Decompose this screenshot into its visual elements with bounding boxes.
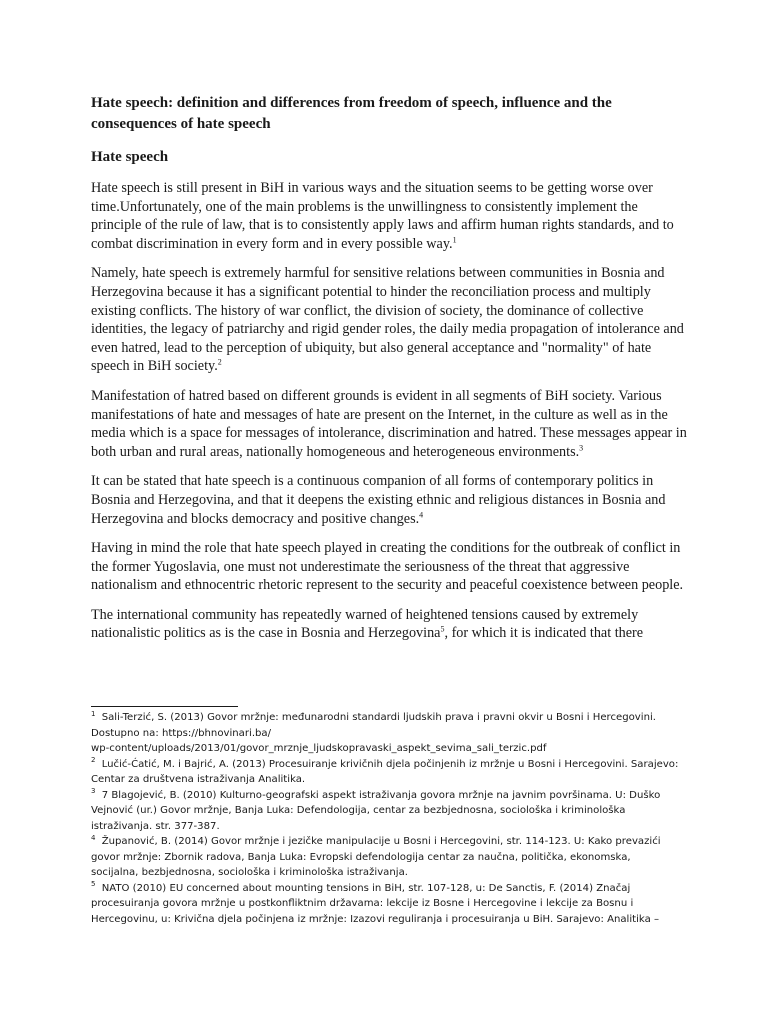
footnote-line: socijalna, bezbjednosna, sociološka i kriminološka istraživanja. bbox=[91, 867, 408, 878]
footnote-reference[interactable]: 5 bbox=[440, 624, 445, 634]
paragraph-4 bbox=[91, 472, 691, 528]
footnote-reference[interactable]: 1 bbox=[452, 235, 457, 245]
footnote-reference[interactable]: 3 bbox=[579, 442, 584, 452]
footnote-line: Županović, B. (2014) Govor mržnje i jezičke manipulacije u Bosni i Hercegovini, str. 114-123. U: Kako prevazići bbox=[101, 836, 661, 847]
paragraph-text: It can be stated that hate speech is a continuous companion of all forms of contemporary politics in Bosnia and Herzegovina, and that it deepens the existing ethnic and religious distances in Bosnia and Herzegovina and blocks democracy and positive changes. bbox=[91, 473, 666, 527]
paragraph-3 bbox=[91, 387, 691, 461]
footnote-line: Lučić-Ćatić, M. i Bajrić, A. (2013) Procesuiranje krivičnih djela počinjenih iz mržnje u Bosni i Hercegovini. Sarajevo: bbox=[101, 758, 679, 770]
footnote-line[interactable]: Dostupno na: https://bhnovinari.ba/ bbox=[91, 727, 272, 739]
paragraph-text: Having in mind the role that hate speech played in creating the conditions for the outbreak of conflict in the former Yugoslavia, one must not underestimate the seriousness of the threat that aggressive nationalism and ethnocentric rhetoric represent to the security and peaceful coexistence between people. bbox=[91, 540, 684, 594]
footnote-marker: 5 bbox=[91, 880, 96, 889]
footnote-line: Vejnović (ur.) Govor mržnje, Banja Luka: Defendologija, centar za bezbjednosna, sociološka i kriminološka bbox=[91, 805, 626, 816]
footnote-line: Sali-Terzić, S. (2013) Govor mržnje: međunarodni standardi ljudskih prava i pravni okvir u Bosni i Hercegovini. bbox=[101, 712, 656, 723]
paragraph-5 bbox=[91, 539, 691, 595]
footnote-line: NATO (2010) EU concerned about mounting tensions in BiH, str. 107-128, u: De Sanctis, F. (2014) Značaj bbox=[101, 882, 631, 894]
paragraph-text: The international community has repeatedly warned of heightened tensions caused by extremely nationalistic politics as is the case in Bosnia and Herzegovina bbox=[91, 606, 639, 642]
footnote-1 bbox=[91, 710, 697, 757]
footnote-line: govor mržnje: Zbornik radova, Banja Luka: Evropski defendologija centar za naučna, politička, ekonomska, bbox=[91, 851, 631, 863]
footnote-2 bbox=[91, 757, 697, 788]
paragraph-2 bbox=[91, 264, 691, 376]
footnote-reference[interactable]: 4 bbox=[419, 509, 424, 519]
document-title: Hate speech: definition and differences from freedom of speech, influence and the consequences of hate speech bbox=[91, 95, 612, 132]
footnote-reference[interactable]: 2 bbox=[217, 357, 222, 367]
footnote-line: procesuiranja govora mržnje u postkonfliktnim državama: lekcije iz Bosne i Hercegovine i lekcije za Bosnu i bbox=[91, 898, 634, 909]
footnote-marker: 1 bbox=[91, 709, 96, 718]
footnote-5 bbox=[91, 881, 697, 928]
paragraph-1 bbox=[91, 179, 691, 253]
footnote-separator bbox=[91, 706, 238, 707]
footnote-3 bbox=[91, 788, 697, 835]
footnote-marker: 4 bbox=[91, 833, 96, 842]
footnote-marker: 3 bbox=[91, 787, 96, 796]
section-heading: Hate speech bbox=[91, 149, 169, 165]
footnote-line[interactable]: wp-content/uploads/2013/01/govor_mrznje_ljudskopravaski_aspekt_sevima_sali_terzic.pdf bbox=[91, 743, 547, 754]
footnote-line: istraživanja. str. 377-387. bbox=[91, 820, 220, 832]
document-body bbox=[91, 93, 691, 654]
footnote-line: 7 Blagojević, B. (2010) Kulturno-geografski aspekt istraživanja govora mržnje na javnim površinama. U: Duško bbox=[101, 789, 661, 801]
footnotes bbox=[91, 710, 697, 927]
paragraph-6 bbox=[91, 606, 691, 643]
paragraph-text: Namely, hate speech is extremely harmful for sensitive relations between communities in Bosnia and Herzegovina because it has a significant potential to hinder the reconciliation process and multiply existing conflicts. The history of war conflict, the division of society, the dominance of collective identities, the legacy of patriarchy and rigid gender roles, the daily media propagation of intolerance and even hatred, lead to the perception of ubiquity, but also general acceptance and "normality" of hate speech in BiH society. bbox=[91, 265, 684, 375]
footnote-line: Hercegovinu, u: Krivična djela počinjena iz mržnje: Izazovi reguliranja i procesuiranja u BiH. Sarajevo: Analitika – bbox=[91, 913, 660, 925]
paragraph-text: Manifestation of hatred based on different grounds is evident in all segments of BiH society. Various manifestations of hate and messages of hate are present on the Internet, in the culture as well as in the media which is a space for messages of intolerance, discrimination and hatred. These messages appear in both urban and rural areas, nationally homogeneous and heterogeneous environments. bbox=[91, 387, 687, 460]
footnote-marker: 2 bbox=[91, 756, 96, 765]
footnote-4 bbox=[91, 834, 697, 881]
paragraph-text: Hate speech is still present in BiH in various ways and the situation seems to be getting worse over time.Unfortunately, one of the main problems is the unwillingness to consistently implement the principle of the rule of law, that is to consistently apply laws and affirm human rights standards, and to combat discrimination in every form and in every possible way. bbox=[91, 180, 674, 252]
footnote-line: Centar za društvena istraživanja Analitika. bbox=[91, 774, 306, 785]
paragraph-text-continued: , for which it is indicated that there bbox=[444, 625, 644, 642]
